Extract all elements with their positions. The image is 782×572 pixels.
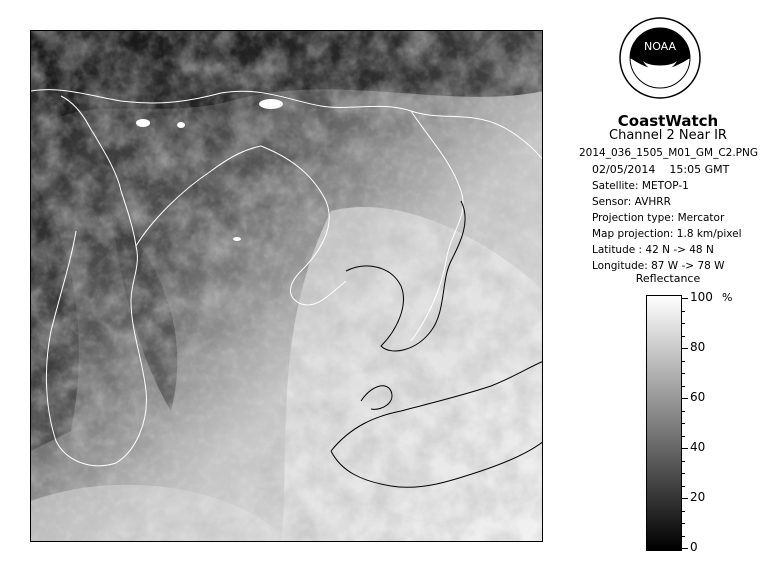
legend-minor-tick: [681, 361, 685, 362]
legend-minor-tick: [681, 423, 685, 424]
legend-minor-tick: [681, 486, 685, 487]
date-label: 02/05/2014: [592, 163, 656, 176]
satellite-image: [31, 31, 543, 542]
channel-label: Channel 2 Near IR: [609, 128, 727, 143]
legend-minor-tick: [681, 373, 685, 374]
legend-minor-tick: [681, 323, 685, 324]
legend-minor-tick: [681, 336, 685, 337]
satellite-image-map: [30, 30, 543, 542]
legend-tick-label: 100: [690, 290, 713, 304]
time-label: 15:05 GMT: [669, 163, 730, 176]
projection-type-label: Projection type: Mercator: [592, 212, 725, 224]
legend-tick-mark: [681, 298, 688, 299]
legend-minor-tick: [681, 536, 685, 537]
legend-tick-label: 0: [690, 540, 698, 554]
legend-minor-tick: [681, 411, 685, 412]
legend-tick-mark: [681, 348, 688, 349]
map-projection-label: Map projection: 1.8 km/pixel: [592, 228, 742, 240]
legend-title: Reflectance: [635, 272, 701, 285]
legend-minor-tick: [681, 511, 685, 512]
legend-minor-tick: [681, 461, 685, 462]
legend-tick-label: 60: [690, 390, 706, 404]
sensor-label: Sensor: AVHRR: [592, 196, 671, 208]
legend-minor-tick: [681, 473, 685, 474]
legend-tick-mark: [681, 398, 688, 399]
legend-tick-mark: [681, 548, 688, 549]
legend-unit: %: [722, 291, 733, 304]
legend-tick-label: 20: [690, 490, 706, 504]
legend-minor-tick: [681, 386, 685, 387]
legend-minor-tick: [681, 523, 685, 524]
legend-minor-tick: [681, 311, 685, 312]
legend-tick-label: 80: [690, 340, 706, 354]
date-time-line: [592, 163, 729, 176]
latitude-label: Latitude : 42 N -> 48 N: [592, 244, 714, 256]
noaa-logo-text: NOAA: [643, 40, 677, 53]
app-title: CoastWatch: [617, 112, 719, 130]
reflectance-color-scale: [646, 295, 682, 551]
legend-tick-mark: [681, 448, 688, 449]
legend-minor-tick: [681, 436, 685, 437]
legend-tick-label: 40: [690, 440, 706, 454]
longitude-label: Longitude: 87 W -> 78 W: [592, 260, 725, 272]
satellite-label: Satellite: METOP-1: [592, 180, 689, 192]
legend-tick-mark: [681, 498, 688, 499]
noaa-logo: [619, 17, 701, 99]
filename-label: 2014_036_1505_M01_GM_C2.PNG: [578, 147, 759, 159]
